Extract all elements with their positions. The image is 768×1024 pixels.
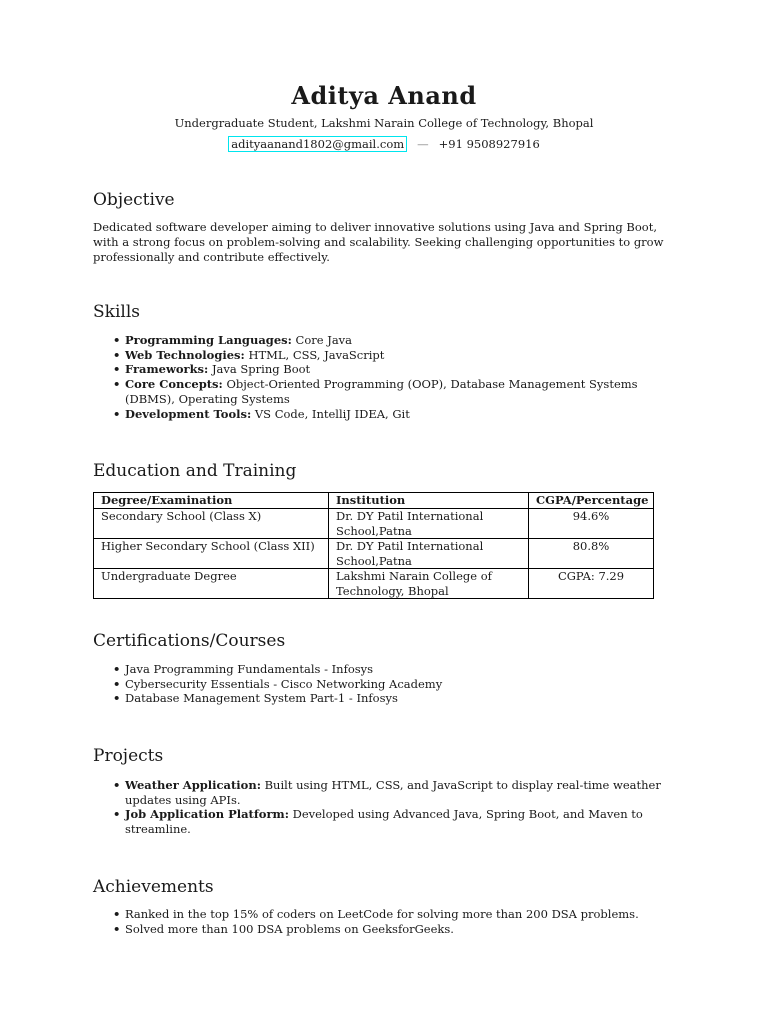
email-link[interactable]: adityaanand1802@gmail.com bbox=[228, 136, 407, 152]
column-header-score: CGPA/Percentage bbox=[529, 493, 654, 509]
project-item bbox=[93, 807, 677, 836]
project-description: Built using HTML, CSS, and JavaScript to display real-time weather updates using APIs. bbox=[125, 778, 661, 807]
project-label: Weather Application: bbox=[125, 778, 261, 792]
skill-value: VS Code, IntelliJ IDEA, Git bbox=[254, 406, 410, 421]
skill-label: Web Technologies: bbox=[125, 347, 245, 362]
achievements-heading: Achievements bbox=[93, 877, 214, 897]
institution-cell: Dr. DY Patil International School,Patna bbox=[329, 539, 529, 569]
score-cell: 80.8% bbox=[529, 539, 654, 569]
institution-cell: Dr. DY Patil International School,Patna bbox=[329, 509, 529, 539]
certification-item: • Cybersecurity Essentials - Cisco Networking Academy bbox=[93, 677, 677, 692]
table-row bbox=[94, 509, 654, 539]
skill-value: Java Spring Boot bbox=[211, 362, 311, 377]
project-description: Developed using Advanced Java, Spring Boot, and Maven to streamline. bbox=[125, 807, 643, 837]
institution-cell: Lakshmi Narain College of Technology, Bhopal bbox=[329, 569, 529, 599]
achievements-list bbox=[93, 907, 677, 936]
skill-value: Object-Oriented Programming (OOP), Database Management Systems (DBMS), Operating Systems bbox=[125, 377, 638, 406]
skill-label: Programming Languages: bbox=[125, 333, 292, 347]
skill-label: Development Tools: bbox=[125, 406, 252, 421]
skill-value: Core Java bbox=[295, 333, 353, 347]
certification-item: • Database Management System Part-1 - Infosys bbox=[93, 691, 677, 706]
education-heading: Education and Training bbox=[93, 461, 297, 481]
column-header-institution: Institution bbox=[329, 493, 529, 509]
skill-value: HTML, CSS, JavaScript bbox=[248, 347, 385, 362]
projects-heading: Projects bbox=[93, 746, 164, 766]
achievement-item: • Ranked in the top 15% of coders on LeetCode for solving more than 200 DSA problems. bbox=[93, 907, 677, 922]
table-row bbox=[94, 539, 654, 569]
skill-item bbox=[93, 348, 677, 363]
skill-item bbox=[93, 333, 677, 348]
objective-heading: Objective bbox=[93, 190, 175, 210]
objective-text: Dedicated software developer aiming to deliver innovative solutions using Java and Spring Boot, with a strong focus on problem-solving and scalability. Seeking challenging opportunities to grow professionally and contribute effectively. bbox=[93, 220, 664, 264]
score-cell: 94.6% bbox=[529, 509, 654, 539]
candidate-name: Aditya Anand bbox=[291, 81, 477, 110]
skill-label: Frameworks: bbox=[125, 362, 209, 377]
table-row bbox=[94, 569, 654, 599]
certifications-heading: Certifications/Courses bbox=[93, 631, 286, 651]
degree-cell: Undergraduate Degree bbox=[94, 569, 329, 599]
contact-separator: — bbox=[417, 137, 429, 151]
column-header-degree: Degree/Examination bbox=[94, 493, 329, 509]
skills-list bbox=[93, 333, 677, 421]
certifications-list bbox=[93, 662, 677, 706]
candidate-subtitle: Undergraduate Student, Lakshmi Narain College of Technology, Bhopal bbox=[174, 116, 594, 130]
achievement-item: • Solved more than 100 DSA problems on GeeksforGeeks. bbox=[93, 922, 677, 937]
skill-item bbox=[93, 407, 677, 422]
contact-line bbox=[0, 136, 768, 152]
education-table bbox=[93, 492, 654, 599]
project-label: Job Application Platform: bbox=[125, 807, 289, 822]
degree-cell: Higher Secondary School (Class XII) bbox=[94, 539, 329, 569]
skills-heading: Skills bbox=[93, 302, 140, 322]
degree-cell: Secondary School (Class X) bbox=[94, 509, 329, 539]
phone-number: +91 9508927916 bbox=[438, 137, 540, 151]
skill-item bbox=[93, 362, 677, 377]
project-item bbox=[93, 778, 677, 807]
certification-item: • Java Programming Fundamentals - Infosys bbox=[93, 662, 677, 677]
projects-list bbox=[93, 778, 677, 837]
skill-label: Core Concepts: bbox=[125, 377, 223, 392]
skill-item bbox=[93, 377, 677, 406]
score-cell: CGPA: 7.29 bbox=[529, 569, 654, 599]
table-header-row bbox=[94, 493, 654, 509]
